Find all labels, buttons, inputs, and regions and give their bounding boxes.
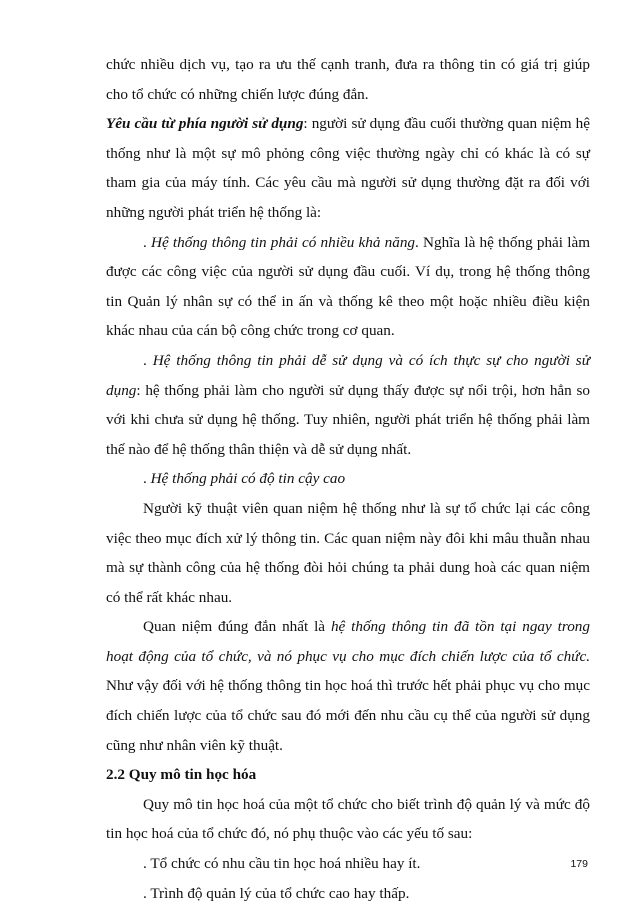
- list-item-management-level: . Trình độ quản lý của tổ chức cao hay thấp.: [143, 884, 410, 902]
- correct-view-start: Quan niệm đúng đắn nhất là: [143, 618, 331, 636]
- item-bullet: .: [143, 233, 152, 251]
- requirement-item-usability: [106, 346, 590, 464]
- requirement-text-capabilities: . Nghĩa là hệ thống phải làm được các công việc của người sử dụng đầu cuối. Ví dụ, trong hệ thống thông tin Quản lý nhân sự có thể in ấn và thống kê theo một hoặc nhiều điều kiện khác nhau của cán bộ công chức trong cơ quan.: [106, 233, 591, 340]
- item-bullet: .: [143, 351, 153, 369]
- paragraph-user-requirements: [106, 109, 590, 227]
- requirement-title-capabilities: Hệ thống thông tin phải có nhiều khả năng: [151, 233, 416, 251]
- page-number: 179: [570, 858, 588, 870]
- requirement-title-usability: Hệ thống thông tin phải dễ sử dụng và có ích thực sự cho người sử dụng: [106, 351, 590, 399]
- list-item-needs: . Tổ chức có nhu cầu tin học hoá nhiều hay ít.: [143, 855, 421, 873]
- page-body: [106, 50, 590, 908]
- correct-view-rest: Như vậy đối với hệ thống thông tin học hoá thì trước hết phải phục vụ cho mục đích chiến lược của tổ chức sau đó mới đến nhu cầu cụ thể của người sử dụng cũng như nhân viên kỹ thuật.: [106, 677, 590, 754]
- user-requirements-text: : người sử dụng đầu cuối thường quan niệm hệ thống như là một sự mô phỏng công việc thường ngày chỉ có khác là có sự tham gia của máy tính. Các yêu cầu mà người sử dụng thường đặt ra đối với những người phát triển hệ thống là:: [106, 115, 590, 221]
- requirement-text-usability: : hệ thống phải làm cho người sử dụng thấy được sự nổi trội, hơn hẳn so với khi chưa sử dụng hệ thống. Tuy nhiên, người phát triển hệ thống phải làm thế nào để hệ thống thân thiện và dễ sử dụng nhất.: [106, 381, 590, 458]
- paragraph-correct-view: [106, 612, 590, 760]
- section-heading: 2.2 Quy mô tin học hóa: [106, 766, 257, 784]
- requirement-item-reliability: [106, 464, 590, 494]
- requirement-title-reliability: Hệ thống phải có độ tin cậy cao: [150, 470, 346, 488]
- paragraph-scale-intro: Quy mô tin học hoá của một tổ chức cho biết trình độ quản lý và mức độ tin học hoá của tổ chức đó, nó phụ thuộc vào các yếu tố sau:: [106, 795, 590, 843]
- item-bullet: .: [143, 470, 151, 488]
- user-requirements-lead: Yêu cầu từ phía người sử dụng: [106, 115, 304, 133]
- requirement-item-capabilities: [106, 228, 590, 346]
- paragraph-1: chức nhiều dịch vụ, tạo ra ưu thế cạnh tranh, đưa ra thông tin có giá trị giúp cho tổ chức có những chiến lược đúng đắn.: [106, 56, 590, 103]
- correct-view-emphasis: hệ thống thông tin đã tồn tại ngay trong hoạt động của tổ chức, và nó phục vụ cho mục đích chiến lược của tổ chức.: [106, 618, 590, 665]
- paragraph-technician-view: Người kỹ thuật viên quan niệm hệ thống như là sự tổ chức lại các công việc theo mục đích xử lý thông tin. Các quan niệm này đôi khi mâu thuẫn nhau mà sự thành công của hệ thống đòi hỏi chúng ta phải dung hoà các quan niệm có thể rất khác nhau.: [106, 499, 590, 606]
